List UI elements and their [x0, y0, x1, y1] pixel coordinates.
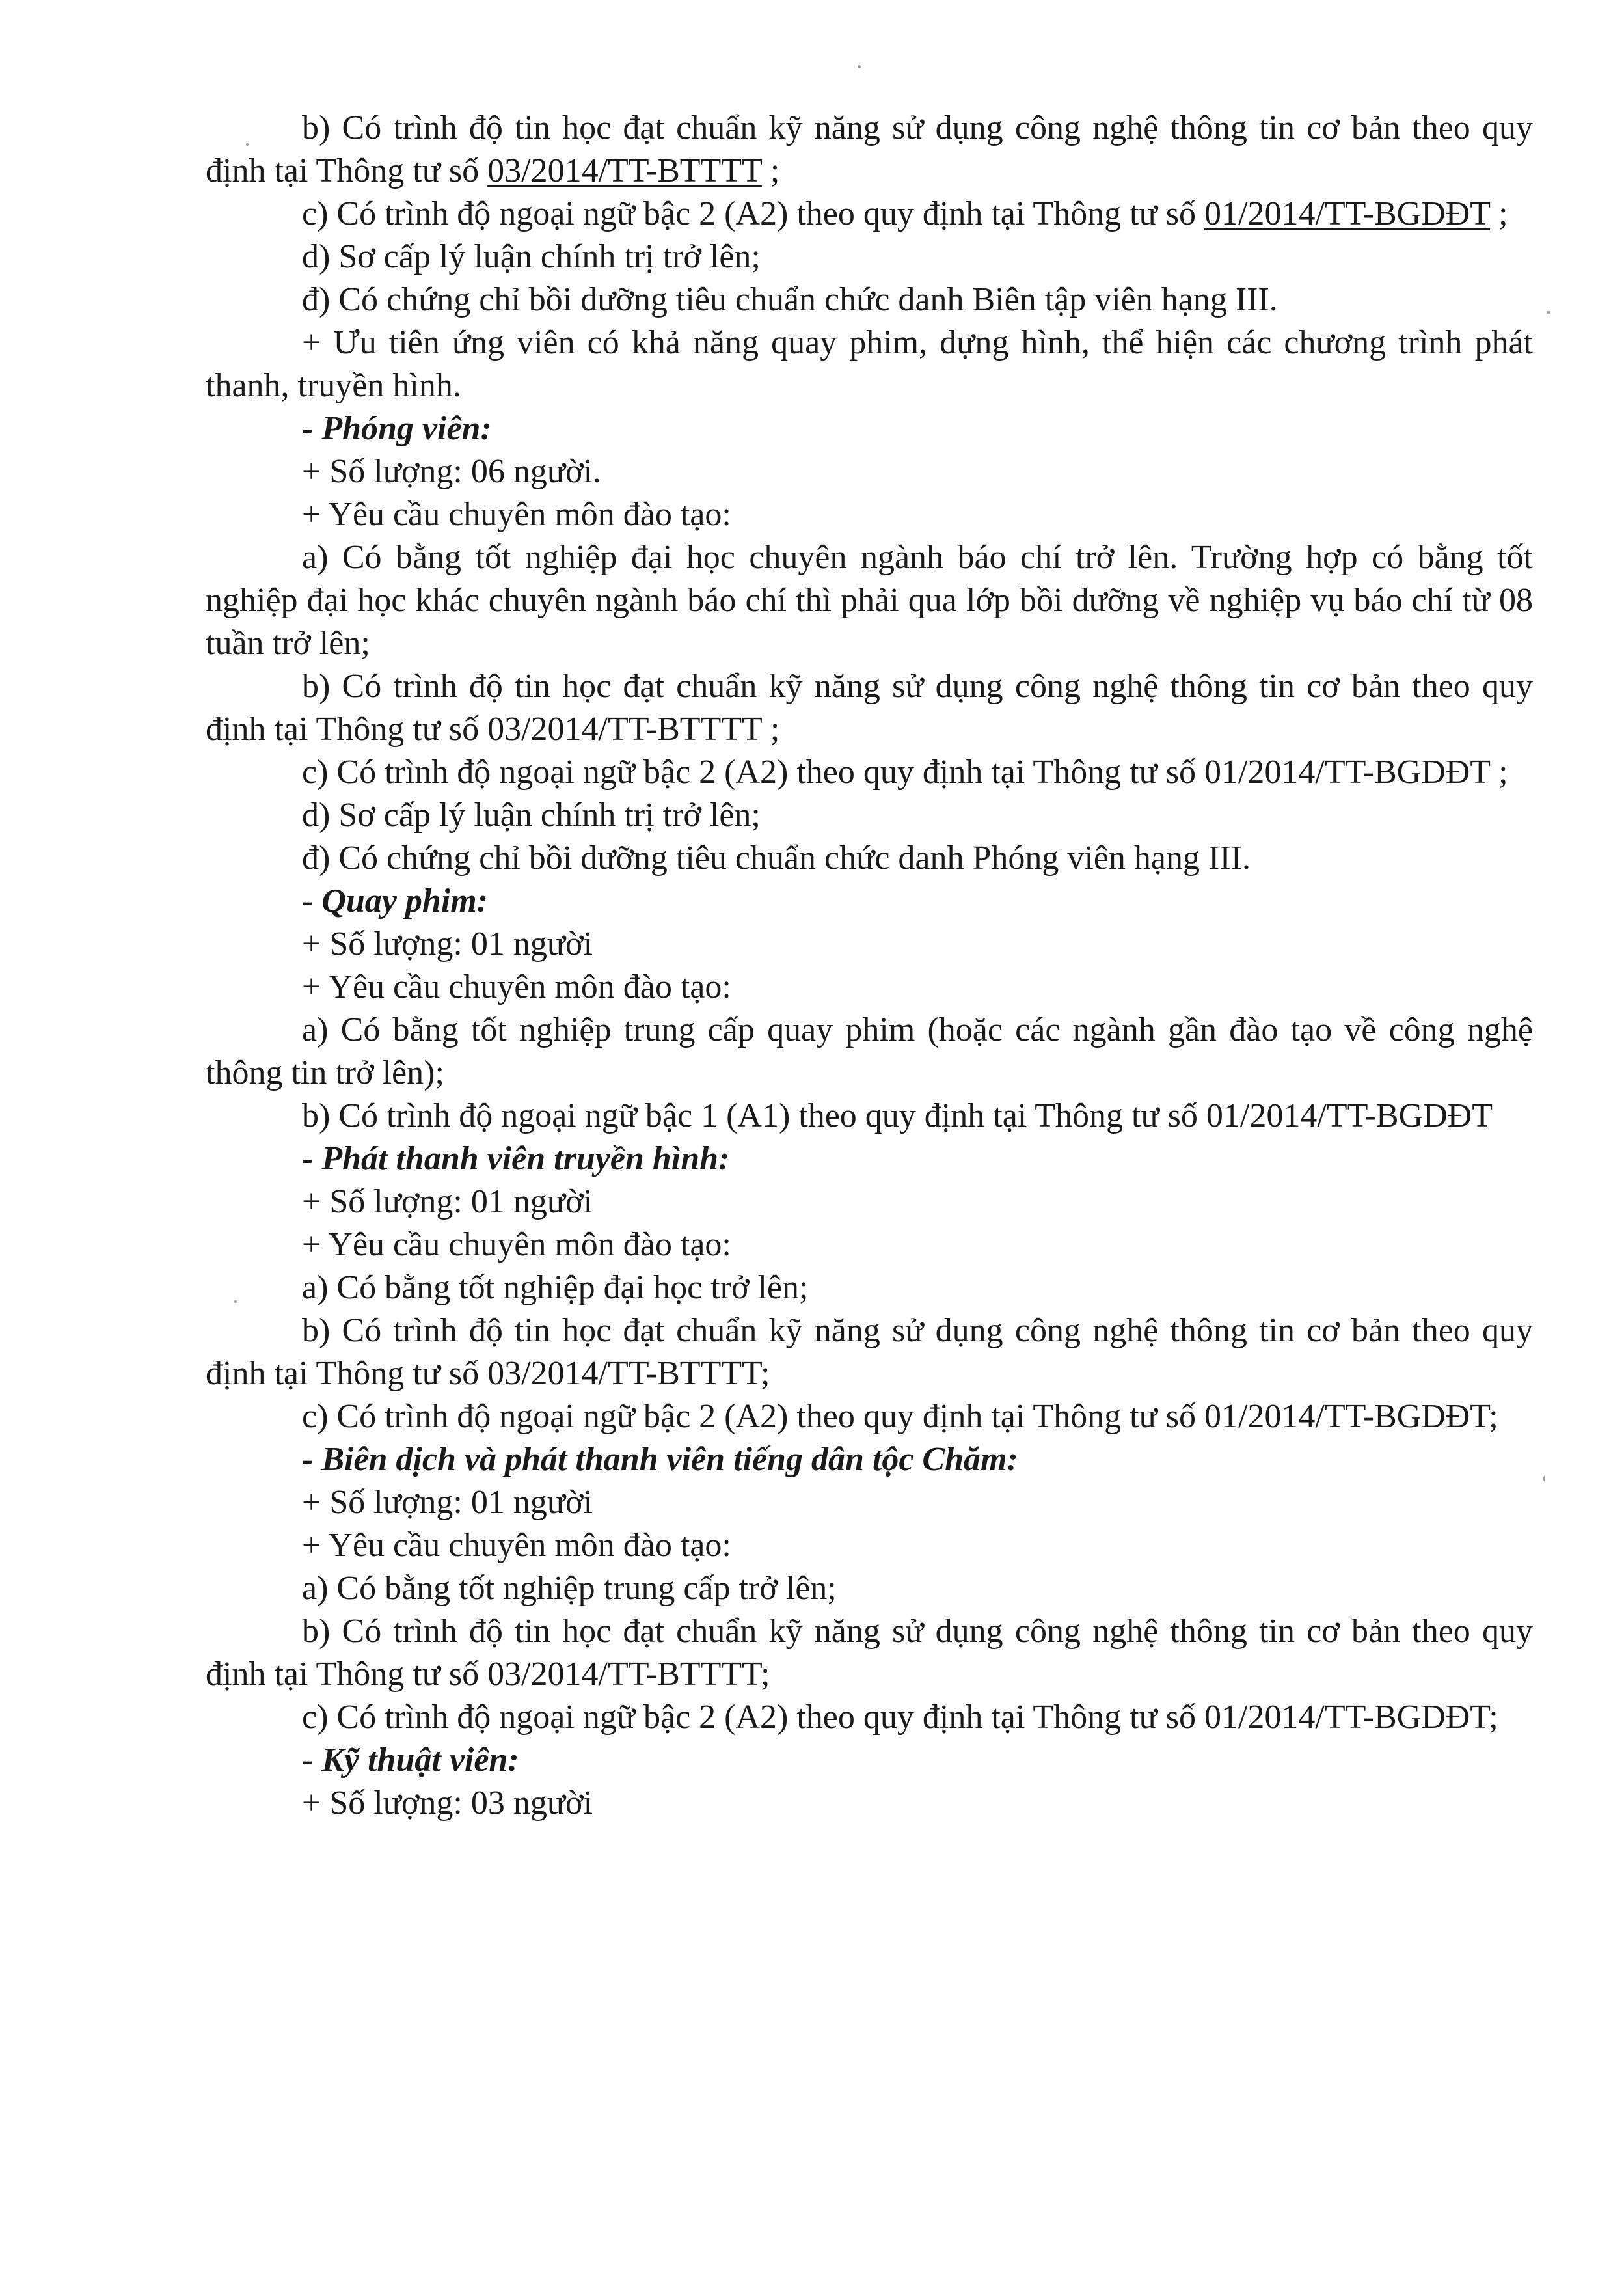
paragraph: đ) Có chứng chỉ bồi dưỡng tiêu chuẩn chức danh Phóng viên hạng III.: [302, 840, 1251, 877]
paragraph: [206, 107, 1533, 193]
scan-speck: [1543, 1476, 1545, 1481]
paragraph: + Yêu cầu chuyên môn đào tạo:: [302, 968, 731, 1005]
paragraph: b) Có trình độ tin học đạt chuẩn kỹ năng sử dụng công nghệ thông tin cơ bản theo quy định tại Thông tư số 03/2014/TT-BTTTT ;: [206, 668, 1533, 748]
section-heading: - Biên dịch và phát thanh viên tiếng dân tộc Chăm:: [302, 1441, 1018, 1478]
paragraph: a) Có bằng tốt nghiệp đại học trở lên;: [302, 1269, 809, 1306]
paragraph: + Yêu cầu chuyên môn đào tạo:: [302, 1226, 731, 1263]
paragraph: đ) Có chứng chỉ bồi dưỡng tiêu chuẩn chức danh Biên tập viên hạng III.: [302, 281, 1278, 318]
paragraph: d) Sơ cấp lý luận chính trị trở lên;: [302, 238, 761, 275]
circular-reference: 01/2014/TT-BGDĐT: [1204, 195, 1491, 232]
scan-speck: [1547, 311, 1550, 314]
paragraph: + Số lượng: 01 người: [302, 1484, 593, 1521]
paragraph: b) Có trình độ tin học đạt chuẩn kỹ năng sử dụng công nghệ thông tin cơ bản theo quy định tại Thông tư số 03/2014/TT-BTTTT;: [206, 1613, 1533, 1693]
paragraph: c) Có trình độ ngoại ngữ bậc 2 (A2) theo quy định tại Thông tư số 01/2014/TT-BGDĐT;: [302, 1398, 1498, 1435]
section-heading: - Kỹ thuật viên:: [302, 1742, 519, 1779]
paragraph: + Yêu cầu chuyên môn đào tạo:: [302, 1527, 731, 1564]
paragraph: d) Sơ cấp lý luận chính trị trở lên;: [302, 797, 761, 834]
paragraph: a) Có bằng tốt nghiệp đại học chuyên ngành báo chí trở lên. Trường hợp có bằng tốt nghiệp đại học khác chuyên ngành báo chí thì phải qua lớp bồi dưỡng về nghiệp vụ báo chí từ 08 tuần trở lên;: [206, 539, 1533, 662]
paragraph-tail: ;: [761, 152, 780, 189]
paragraph: [206, 193, 1533, 236]
circular-reference: 03/2014/TT-BTTTT: [487, 152, 762, 189]
paragraph: + Ưu tiên ứng viên có khả năng quay phim, dựng hình, thể hiện các chương trình phát thanh, truyền hình.: [206, 324, 1533, 404]
paragraph: b) Có trình độ tin học đạt chuẩn kỹ năng sử dụng công nghệ thông tin cơ bản theo quy định tại Thông tư số 03/2014/TT-BTTTT;: [206, 1312, 1533, 1392]
section-heading: - Phát thanh viên truyền hình:: [302, 1140, 730, 1177]
paragraph-tail: ;: [1490, 195, 1508, 232]
paragraph: b) Có trình độ ngoại ngữ bậc 1 (A1) theo quy định tại Thông tư số 01/2014/TT-BGDĐT: [302, 1097, 1493, 1134]
paragraph-text: c) Có trình độ ngoại ngữ bậc 2 (A2) theo quy định tại Thông tư số: [302, 195, 1204, 232]
scan-speck: [858, 65, 861, 68]
paragraph: + Số lượng: 01 người: [302, 925, 593, 963]
paragraph: + Số lượng: 06 người.: [302, 453, 601, 490]
section-heading: - Phóng viên:: [302, 410, 492, 447]
paragraph-text: b) Có trình độ tin học đạt chuẩn kỹ năng sử dụng công nghệ thông tin cơ bản theo quy định tại Thông tư số: [206, 109, 1533, 189]
section-heading: - Quay phim:: [302, 882, 488, 920]
paragraph: + Yêu cầu chuyên môn đào tạo:: [302, 496, 731, 533]
paragraph: a) Có bằng tốt nghiệp trung cấp quay phim (hoặc các ngành gần đào tạo về công nghệ thông tin trở lên);: [206, 1011, 1533, 1091]
paragraph: + Số lượng: 03 người: [302, 1784, 593, 1822]
paragraph: c) Có trình độ ngoại ngữ bậc 2 (A2) theo quy định tại Thông tư số 01/2014/TT-BGDĐT ;: [302, 754, 1508, 791]
paragraph: c) Có trình độ ngoại ngữ bậc 2 (A2) theo quy định tại Thông tư số 01/2014/TT-BGDĐT;: [302, 1699, 1498, 1736]
paragraph: + Số lượng: 01 người: [302, 1183, 593, 1220]
document-body: [206, 107, 1533, 1825]
paragraph: a) Có bằng tốt nghiệp trung cấp trở lên;: [302, 1570, 837, 1607]
